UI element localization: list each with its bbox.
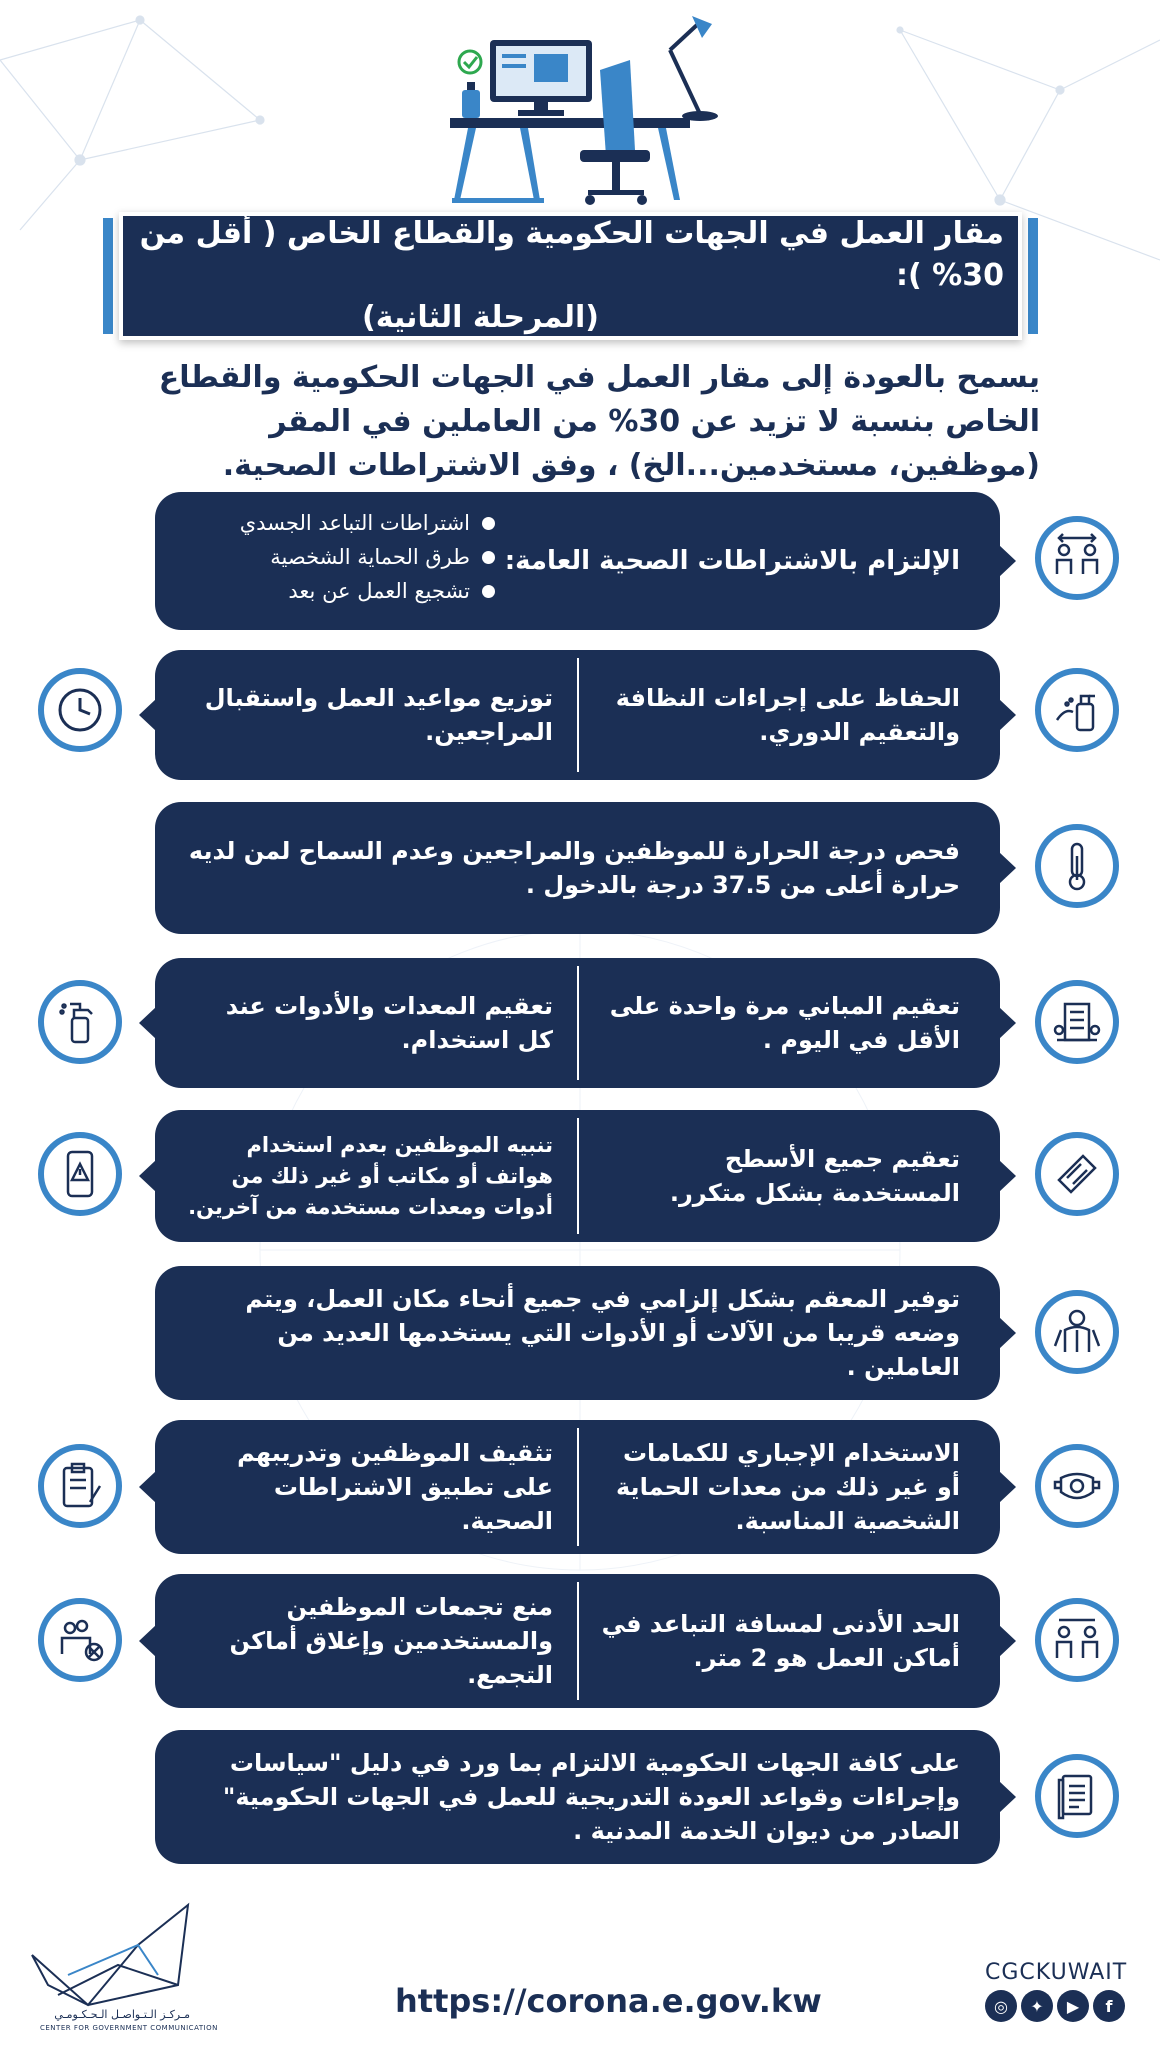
no-gatherings-text: منع تجمعات الموظفين والمستخدمين وإغلاق أماكن التجمع. — [229, 1593, 553, 1689]
row-buildings — [0, 958, 1160, 1088]
logo-english-name: CENTER FOR GOVERNMENT COMMUNICATION — [40, 2024, 218, 2032]
social-handle: CGCKUWAIT — [985, 1960, 1128, 1985]
hygiene-text: الحفاظ على إجراءات النظافة والتعقيم الدوري. — [615, 684, 960, 746]
general-requirements-list — [195, 506, 495, 608]
thermometer-icon — [1035, 824, 1119, 908]
title-accent-right — [1028, 218, 1038, 334]
row-temperature — [0, 802, 1160, 934]
guide-text: على كافة الجهات الحكومية الالتزام بما ورد في دليل "سياسات وإجراءات وقواعد العودة التدريجية للعمل في الجهات الحكومية" الصادر من ديوان الخدمة المدنية . — [222, 1749, 960, 1845]
row-masks — [0, 1420, 1160, 1554]
row-sanitizer — [0, 1266, 1160, 1400]
spray-bottle-icon — [38, 980, 122, 1064]
youtube-icon[interactable]: ▶ — [1057, 1990, 1089, 2022]
title-banner — [103, 212, 1038, 340]
intro-paragraph: يسمح بالعودة إلى مقار العمل في الجهات الحكومية والقطاع الخاص بنسبة لا تزيد عن 30% من العاملين في المقر (موظفين، مستخدمين...الخ) ، وفق الاشتراطات الصحية. — [158, 360, 1040, 483]
title-line-1: مقار العمل في الجهات الحكومية والقطاع الخاص ( أقل من 30% ): — [139, 216, 1004, 293]
clock-icon — [38, 668, 122, 752]
shared-items-text: تنبيه الموظفين بعدم استخدام هواتف أو مكاتب أو غير ذلك من أدوات ومعدات مستخدمة من آخرين. — [188, 1132, 553, 1219]
social-distancing-icon — [1035, 516, 1119, 600]
row-hygiene — [0, 650, 1160, 780]
general-requirements-title: الإلتزام بالاشتراطات الصحية العامة: — [504, 546, 960, 576]
list-item: تشجيع العمل عن بعد — [195, 574, 495, 608]
building-sanitize-text: تعقيم المباني مرة واحدة على الأقل في اليوم . — [609, 992, 960, 1054]
row-surfaces — [0, 1110, 1160, 1242]
temperature-text: فحص درجة الحرارة للموظفين والمراجعين وعدم السماح لمن لديه حرارة أعلى من 37.5 درجة بالدخول . — [188, 837, 960, 899]
sanitizer-text: توفير المعقم بشكل إلزامي في جميع أنحاء مكان العمل، ويتم وضعه قريبا من الآلات أو الأدوات التي يستخدمها العديد من العاملين . — [245, 1285, 960, 1381]
twitter-icon[interactable]: ✦ — [1021, 1990, 1053, 2022]
website-link[interactable]: https://corona.e.gov.kw — [395, 1982, 822, 2020]
facebook-icon[interactable]: f — [1093, 1990, 1125, 2022]
social-icons — [985, 1990, 1125, 2022]
document-icon — [1035, 1754, 1119, 1838]
hand-sanitizer-icon — [1035, 668, 1119, 752]
protective-suit-icon — [1035, 1290, 1119, 1374]
two-people-distance-icon — [1035, 1598, 1119, 1682]
surfaces-text: تعقيم جميع الأسطح المستخدمة بشكل متكرر. — [669, 1145, 960, 1207]
building-icon — [1035, 980, 1119, 1064]
distance-text: الحد الأدنى لمسافة التباعد في أماكن العمل هو 2 متر. — [601, 1610, 960, 1672]
schedule-text: توزيع مواعيد العمل واستقبال المراجعين. — [204, 684, 553, 746]
masks-text: الاستخدام الإجباري للكمامات أو غير ذلك من معدات الحماية الشخصية المناسبة. — [616, 1439, 960, 1535]
office-desk-illustration — [430, 10, 750, 215]
list-item: طرق الحماية الشخصية — [195, 540, 495, 574]
phone-warning-icon — [38, 1132, 122, 1216]
row-civil-service-guide — [0, 1730, 1160, 1864]
row-general-requirements — [0, 492, 1160, 630]
list-item: اشتراطات التباعد الجسدي — [195, 506, 495, 540]
title-line-2: (المرحلة الثانية) — [361, 300, 599, 335]
title-accent-left — [103, 218, 113, 334]
equipment-sanitize-text: تعقيم المعدات والأدوات عند كل استخدام. — [225, 992, 553, 1054]
face-mask-icon — [1035, 1444, 1119, 1528]
logo-arabic-name: مـركـز الـتـواصـل الـحـكـومـي — [54, 2008, 190, 2021]
training-text: تثقيف الموظفين وتدريبهم على تطبيق الاشتراطات الصحية. — [237, 1439, 553, 1535]
cgc-logo — [28, 1885, 198, 2025]
clipboard-icon — [38, 1444, 122, 1528]
instagram-icon[interactable]: ◎ — [985, 1990, 1017, 2022]
no-gathering-icon — [38, 1598, 122, 1682]
row-distance — [0, 1574, 1160, 1708]
wipe-surface-icon — [1035, 1132, 1119, 1216]
